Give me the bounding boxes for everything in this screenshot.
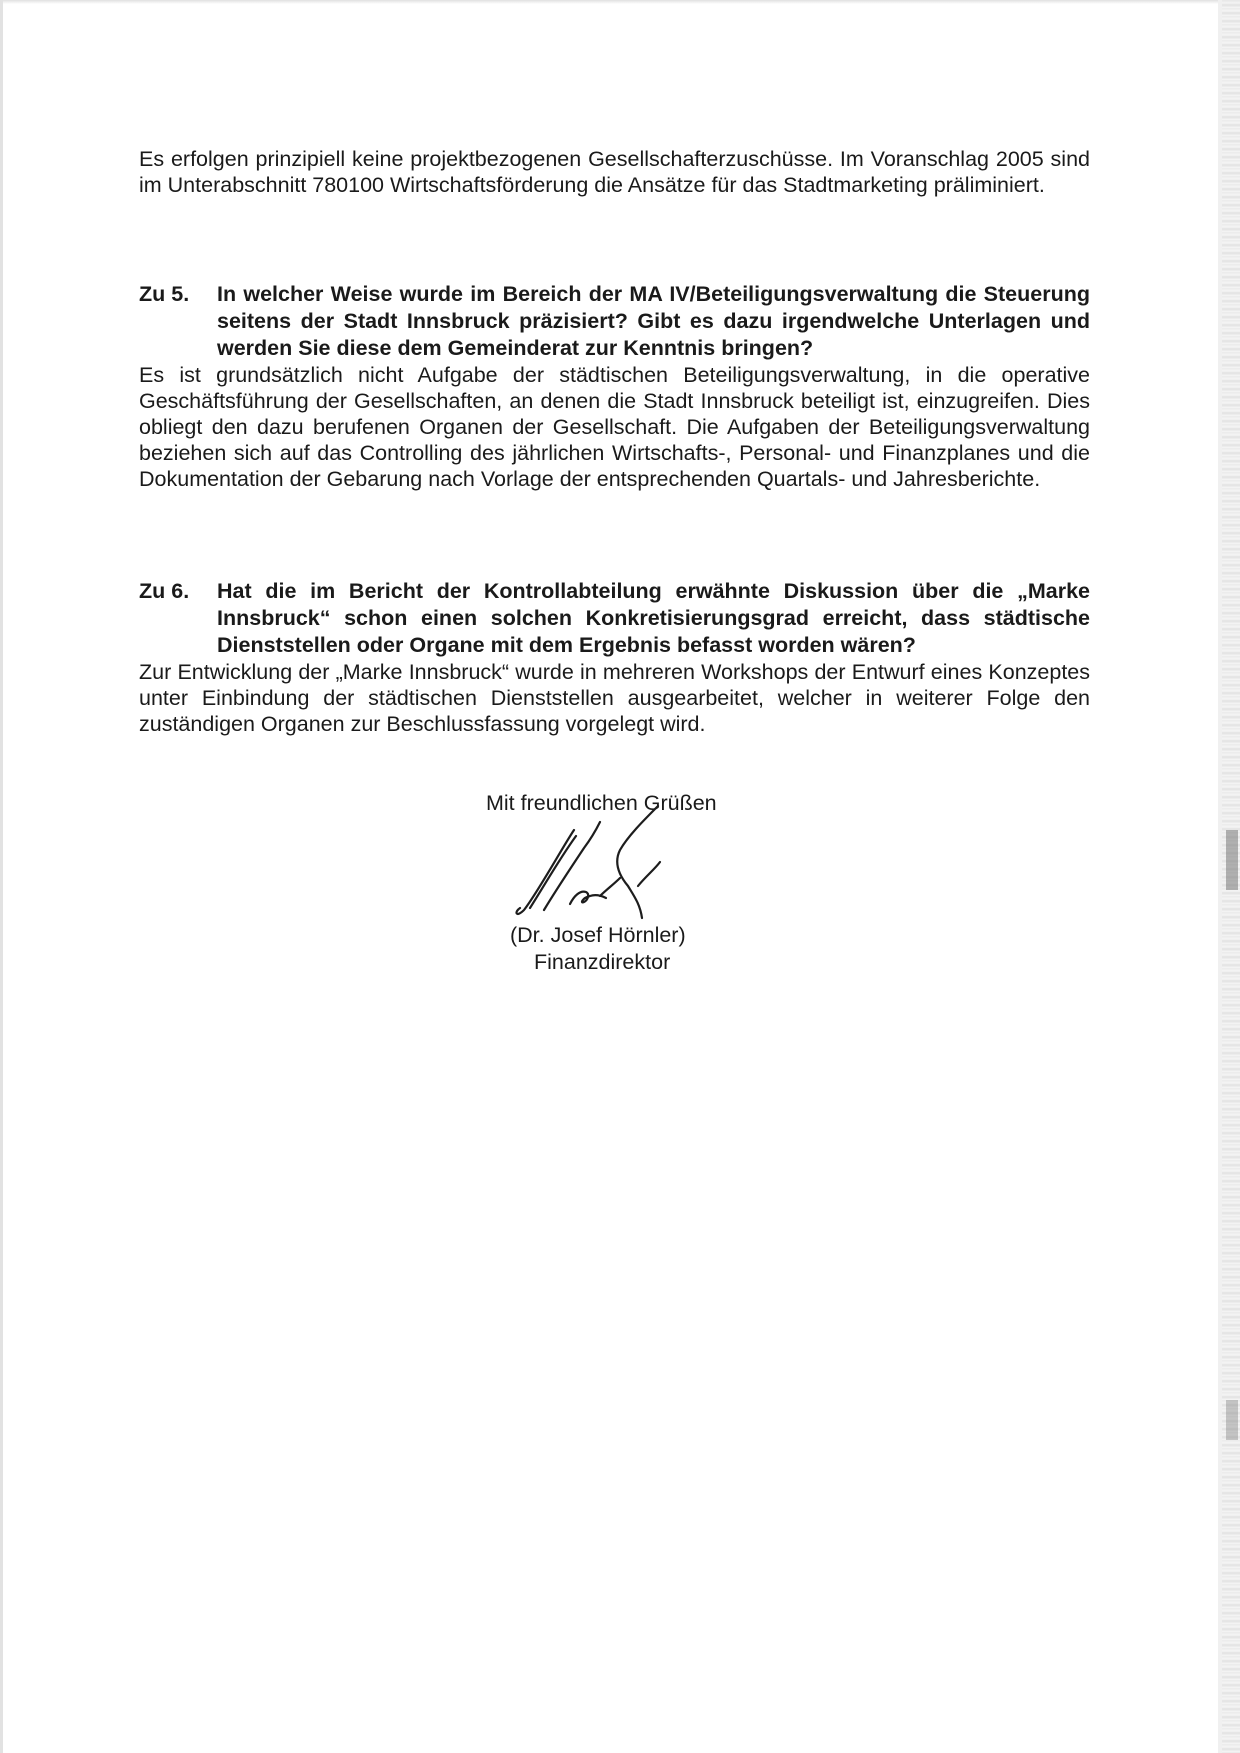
- section-6: [139, 578, 1090, 737]
- question-5: [139, 281, 1090, 362]
- signatory-name: (Dr. Josef Hörnler): [510, 923, 686, 947]
- intro-paragraph: Es erfolgen prinzipiell keine projektbezogenen Gesellschafterzuschüsse. Im Voranschlag 2005 sind im Unterabschnitt 780100 Wirtschaftsförderung die Ansätze für das Stadtmarketing präliminiert.: [139, 147, 1090, 197]
- answer-5: Es ist grundsätzlich nicht Aufgabe der städtischen Beteiligungsverwaltung, in die operative Geschäftsführung der Gesellschaften, an denen die Stadt Innsbruck beteiligt ist, einzugreifen. Dies obliegt den dazu berufenen Organen der Gesellschaft. Die Aufgaben der Beteiligungsverwaltung beziehen sich auf das Controlling des jährlichen Wirtschafts-, Personal- und Finanzplanes und die Dokumentation der Gebarung nach Vorlage der entsprechenden Quartals- und Jahresberichte.: [139, 363, 1090, 491]
- question-6: [139, 578, 1090, 659]
- intro-block: [139, 146, 1090, 198]
- handwritten-signature: [510, 800, 740, 935]
- question-text: Hat die im Bericht der Kontrollabteilung erwähnte Diskussion über die „Marke Innsbruck“ schon einen solchen Konkretisierungsgrad erreicht, dass städtische Dienststellen oder Organe mit dem Ergebnis befasst worden wären?: [217, 579, 1090, 657]
- scan-edge-top: [0, 0, 1240, 4]
- question-number: Zu 6.: [139, 579, 190, 603]
- scan-smudge: [1226, 1400, 1238, 1440]
- closing-greeting: Mit freundlichen Grüßen: [486, 791, 717, 815]
- scan-smudge: [1226, 830, 1238, 890]
- signatory-title: Finanzdirektor: [534, 950, 671, 974]
- answer-6: Zur Entwicklung der „Marke Innsbruck“ wurde in mehreren Workshops der Entwurf eines Konzeptes unter Einbindung der städtischen Dienststellen ausgearbeitet, welcher in weiterer Folge den zuständigen Organen zur Beschlussfassung vorgelegt wird.: [139, 660, 1090, 736]
- scan-edge-left: [0, 0, 3, 1753]
- section-5: [139, 281, 1090, 492]
- question-text: In welcher Weise wurde im Bereich der MA IV/Beteiligungsverwaltung die Steuerung seitens der Stadt Innsbruck präzisiert? Gibt es dazu irgendwelche Unterlagen und werden Sie diese dem Gemeinderat zur Kenntnis bringen?: [217, 282, 1090, 360]
- question-number: Zu 5.: [139, 282, 190, 306]
